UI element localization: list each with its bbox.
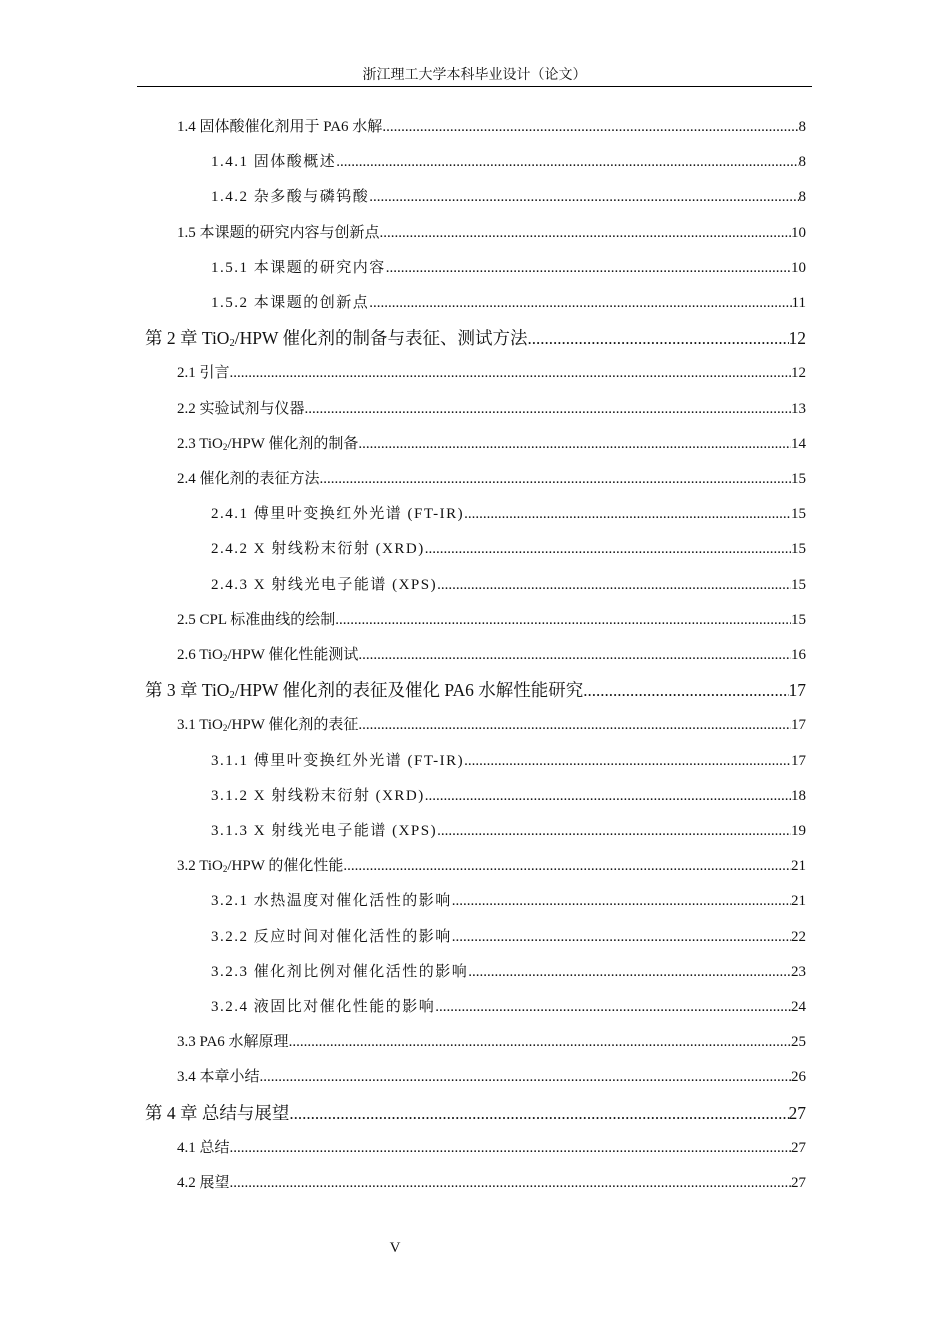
dot-leader — [358, 431, 791, 457]
toc-entry-label: 1.4.1 固体酸概述 — [211, 154, 337, 171]
toc-entry[interactable] — [211, 924, 806, 950]
toc-entry-label: 3.2 TiO$_2$/HPW 的催化性能 — [177, 858, 344, 875]
toc-entry-page: 13 — [791, 400, 806, 417]
toc-entry-page: 11 — [791, 295, 806, 311]
dot-leader — [452, 888, 791, 914]
dot-leader — [230, 360, 791, 386]
dot-leader — [464, 501, 791, 527]
toc-entry-page: 8 — [798, 154, 806, 171]
toc-entry-page: 24 — [791, 999, 806, 1015]
dot-leader — [425, 536, 791, 562]
toc-entry-page: 17 — [791, 717, 806, 734]
toc-entry[interactable] — [211, 994, 806, 1020]
toc-entry[interactable] — [211, 501, 806, 527]
toc-entry-label: 2.4 催化剂的表征方法 — [177, 471, 320, 487]
dot-leader — [468, 959, 791, 985]
toc-entry-label: 3.1.3 X 射线光电子能谱 (XPS) — [211, 823, 438, 839]
dot-leader — [382, 114, 798, 140]
dot-leader — [320, 466, 791, 492]
dot-leader — [452, 924, 791, 950]
toc-entry[interactable] — [211, 572, 806, 598]
toc-entry-label: 3.2.2 反应时间对催化活性的影响 — [211, 928, 452, 945]
toc-entry-label: 4.2 展望 — [177, 1175, 230, 1191]
toc-entry-label: 2.4.2 X 射线粉末衍射 (XRD) — [211, 541, 425, 558]
toc-entry[interactable] — [177, 853, 806, 879]
dot-leader — [583, 678, 788, 704]
dot-leader — [260, 1064, 791, 1090]
toc-entry-label: 3.2.4 液固比对催化性能的影响 — [211, 999, 436, 1015]
toc-entry-page: 16 — [791, 647, 806, 663]
toc-entry[interactable] — [211, 184, 806, 210]
toc-entry-page: 12 — [791, 365, 806, 382]
toc-entry[interactable] — [211, 888, 806, 914]
dot-leader — [425, 783, 791, 809]
toc-entry-page: 12 — [788, 328, 806, 349]
toc-entry-page: 19 — [791, 823, 806, 839]
dot-leader — [335, 607, 791, 633]
toc-entry-page: 15 — [791, 576, 806, 593]
toc-entry[interactable] — [145, 677, 806, 703]
dot-leader — [435, 994, 791, 1020]
toc-entry-label: 2.4.1 傅里叶变换红外光谱 (FT-IR) — [211, 506, 465, 523]
toc-entry-page: 21 — [791, 893, 806, 910]
toc-entry[interactable] — [145, 325, 806, 351]
toc-entry[interactable] — [177, 220, 806, 246]
dot-leader — [358, 642, 791, 668]
toc-entry-page: 23 — [791, 963, 806, 980]
toc-entry-label: 2.5 CPL 标准曲线的绘制 — [177, 611, 336, 628]
dot-leader — [230, 1135, 791, 1161]
toc-entry-label: 2.2 实验试剂与仪器 — [177, 400, 305, 417]
toc-entry[interactable] — [211, 748, 806, 774]
toc-entry-page: 15 — [791, 541, 806, 558]
toc-entry-page: 15 — [791, 611, 806, 628]
toc-entry-page: 27 — [791, 1175, 806, 1191]
toc-entry-label: 4.1 总结 — [177, 1139, 230, 1156]
toc-entry-label: 3.1 TiO$_2$/HPW 催化剂的表征 — [177, 717, 359, 734]
dot-leader — [386, 255, 791, 281]
toc-entry[interactable] — [211, 536, 806, 562]
dot-leader — [437, 572, 791, 598]
toc-entry[interactable] — [177, 1064, 806, 1090]
dot-leader — [230, 1170, 791, 1196]
toc-entry[interactable] — [177, 431, 806, 457]
toc-entry[interactable] — [177, 360, 806, 386]
toc-entry[interactable] — [145, 1100, 806, 1126]
toc-entry-label: 3.1.2 X 射线粉末衍射 (XRD) — [211, 787, 425, 804]
toc-entry-page: 8 — [798, 189, 806, 206]
toc-entry[interactable] — [177, 1029, 806, 1055]
page-number: V — [389, 1240, 401, 1256]
toc-entry-page: 27 — [791, 1139, 806, 1156]
dot-leader — [343, 853, 791, 879]
dot-leader — [369, 184, 798, 210]
toc-entry-page: 10 — [791, 259, 806, 276]
toc-entry-label: 2.6 TiO$_2$/HPW 催化性能测试 — [177, 647, 359, 663]
toc-entry[interactable] — [177, 1135, 806, 1161]
toc-entry-label: 1.4 固体酸催化剂用于 PA6 水解 — [177, 119, 383, 135]
toc-entry[interactable] — [211, 255, 806, 281]
page-header: 浙江理工大学本科毕业设计（论文） — [362, 68, 587, 83]
toc-entry[interactable] — [177, 466, 806, 492]
dot-leader — [289, 1101, 788, 1127]
toc-entry[interactable] — [177, 114, 806, 140]
toc-entry-page: 10 — [791, 224, 806, 241]
toc-entry[interactable] — [211, 818, 806, 844]
toc-entry-page: 26 — [791, 1069, 806, 1086]
toc-entry[interactable] — [177, 642, 806, 668]
toc-entry[interactable] — [211, 783, 806, 809]
dot-leader — [464, 748, 791, 774]
toc-entry-label: 1.5 本课题的研究内容与创新点 — [177, 224, 380, 241]
dot-leader — [369, 290, 791, 316]
toc-entry[interactable] — [211, 149, 806, 175]
dot-leader — [380, 220, 791, 246]
toc-entry-label: 1.5.1 本课题的研究内容 — [211, 259, 386, 276]
dot-leader — [289, 1029, 791, 1055]
toc-entry-label: 1.4.2 杂多酸与磷钨酸 — [211, 189, 370, 206]
dot-leader — [305, 396, 791, 422]
dot-leader — [336, 149, 798, 175]
toc-entry[interactable] — [211, 290, 806, 316]
toc-entry-label: 第 3 章 TiO$_2$/HPW 催化剂的表征及催化 PA6 水解性能研究 — [145, 680, 584, 702]
toc-entry-label: 3.4 本章小结 — [177, 1069, 260, 1086]
toc-entry[interactable] — [177, 396, 806, 422]
dot-leader — [437, 818, 791, 844]
toc-entry-label: 2.1 引言 — [177, 365, 230, 382]
toc-entry-page: 18 — [791, 787, 806, 804]
toc-entry-page: 15 — [791, 506, 806, 523]
toc-entry-page: 21 — [791, 858, 806, 875]
toc-entry-page: 14 — [791, 435, 806, 452]
toc-entry-page: 22 — [791, 928, 806, 945]
toc-entry[interactable] — [177, 712, 806, 738]
dot-leader — [358, 712, 791, 738]
toc-entry-label: 3.2.1 水热温度对催化活性的影响 — [211, 893, 452, 910]
toc-entry-label: 3.1.1 傅里叶变换红外光谱 (FT-IR) — [211, 752, 465, 769]
toc-entry[interactable] — [177, 607, 806, 633]
toc-entry-page: 17 — [791, 752, 806, 769]
toc-entry-page: 25 — [791, 1034, 806, 1051]
toc-entry-page: 17 — [788, 680, 806, 701]
toc-entry-label: 2.3 TiO$_2$/HPW 催化剂的制备 — [177, 435, 359, 452]
toc-entry-label: 2.4.3 X 射线光电子能谱 (XPS) — [211, 576, 438, 593]
toc-entry-page: 15 — [791, 471, 806, 487]
toc-entry-label: 3.2.3 催化剂比例对催化活性的影响 — [211, 963, 469, 980]
toc-entry-page: 8 — [798, 119, 806, 135]
header-rule — [137, 86, 812, 87]
toc-entry[interactable] — [211, 959, 806, 985]
toc-entry-page: 27 — [788, 1102, 806, 1123]
toc-entry-label: 第 2 章 TiO$_2$/HPW 催化剂的制备与表征、测试方法 — [145, 328, 528, 350]
dot-leader — [528, 326, 789, 352]
toc-entry-label: 1.5.2 本课题的创新点 — [211, 295, 370, 311]
toc-entry-label: 3.3 PA6 水解原理 — [177, 1034, 289, 1051]
toc-entry[interactable] — [177, 1170, 806, 1196]
toc-entry-label: 第 4 章 总结与展望 — [145, 1102, 290, 1123]
